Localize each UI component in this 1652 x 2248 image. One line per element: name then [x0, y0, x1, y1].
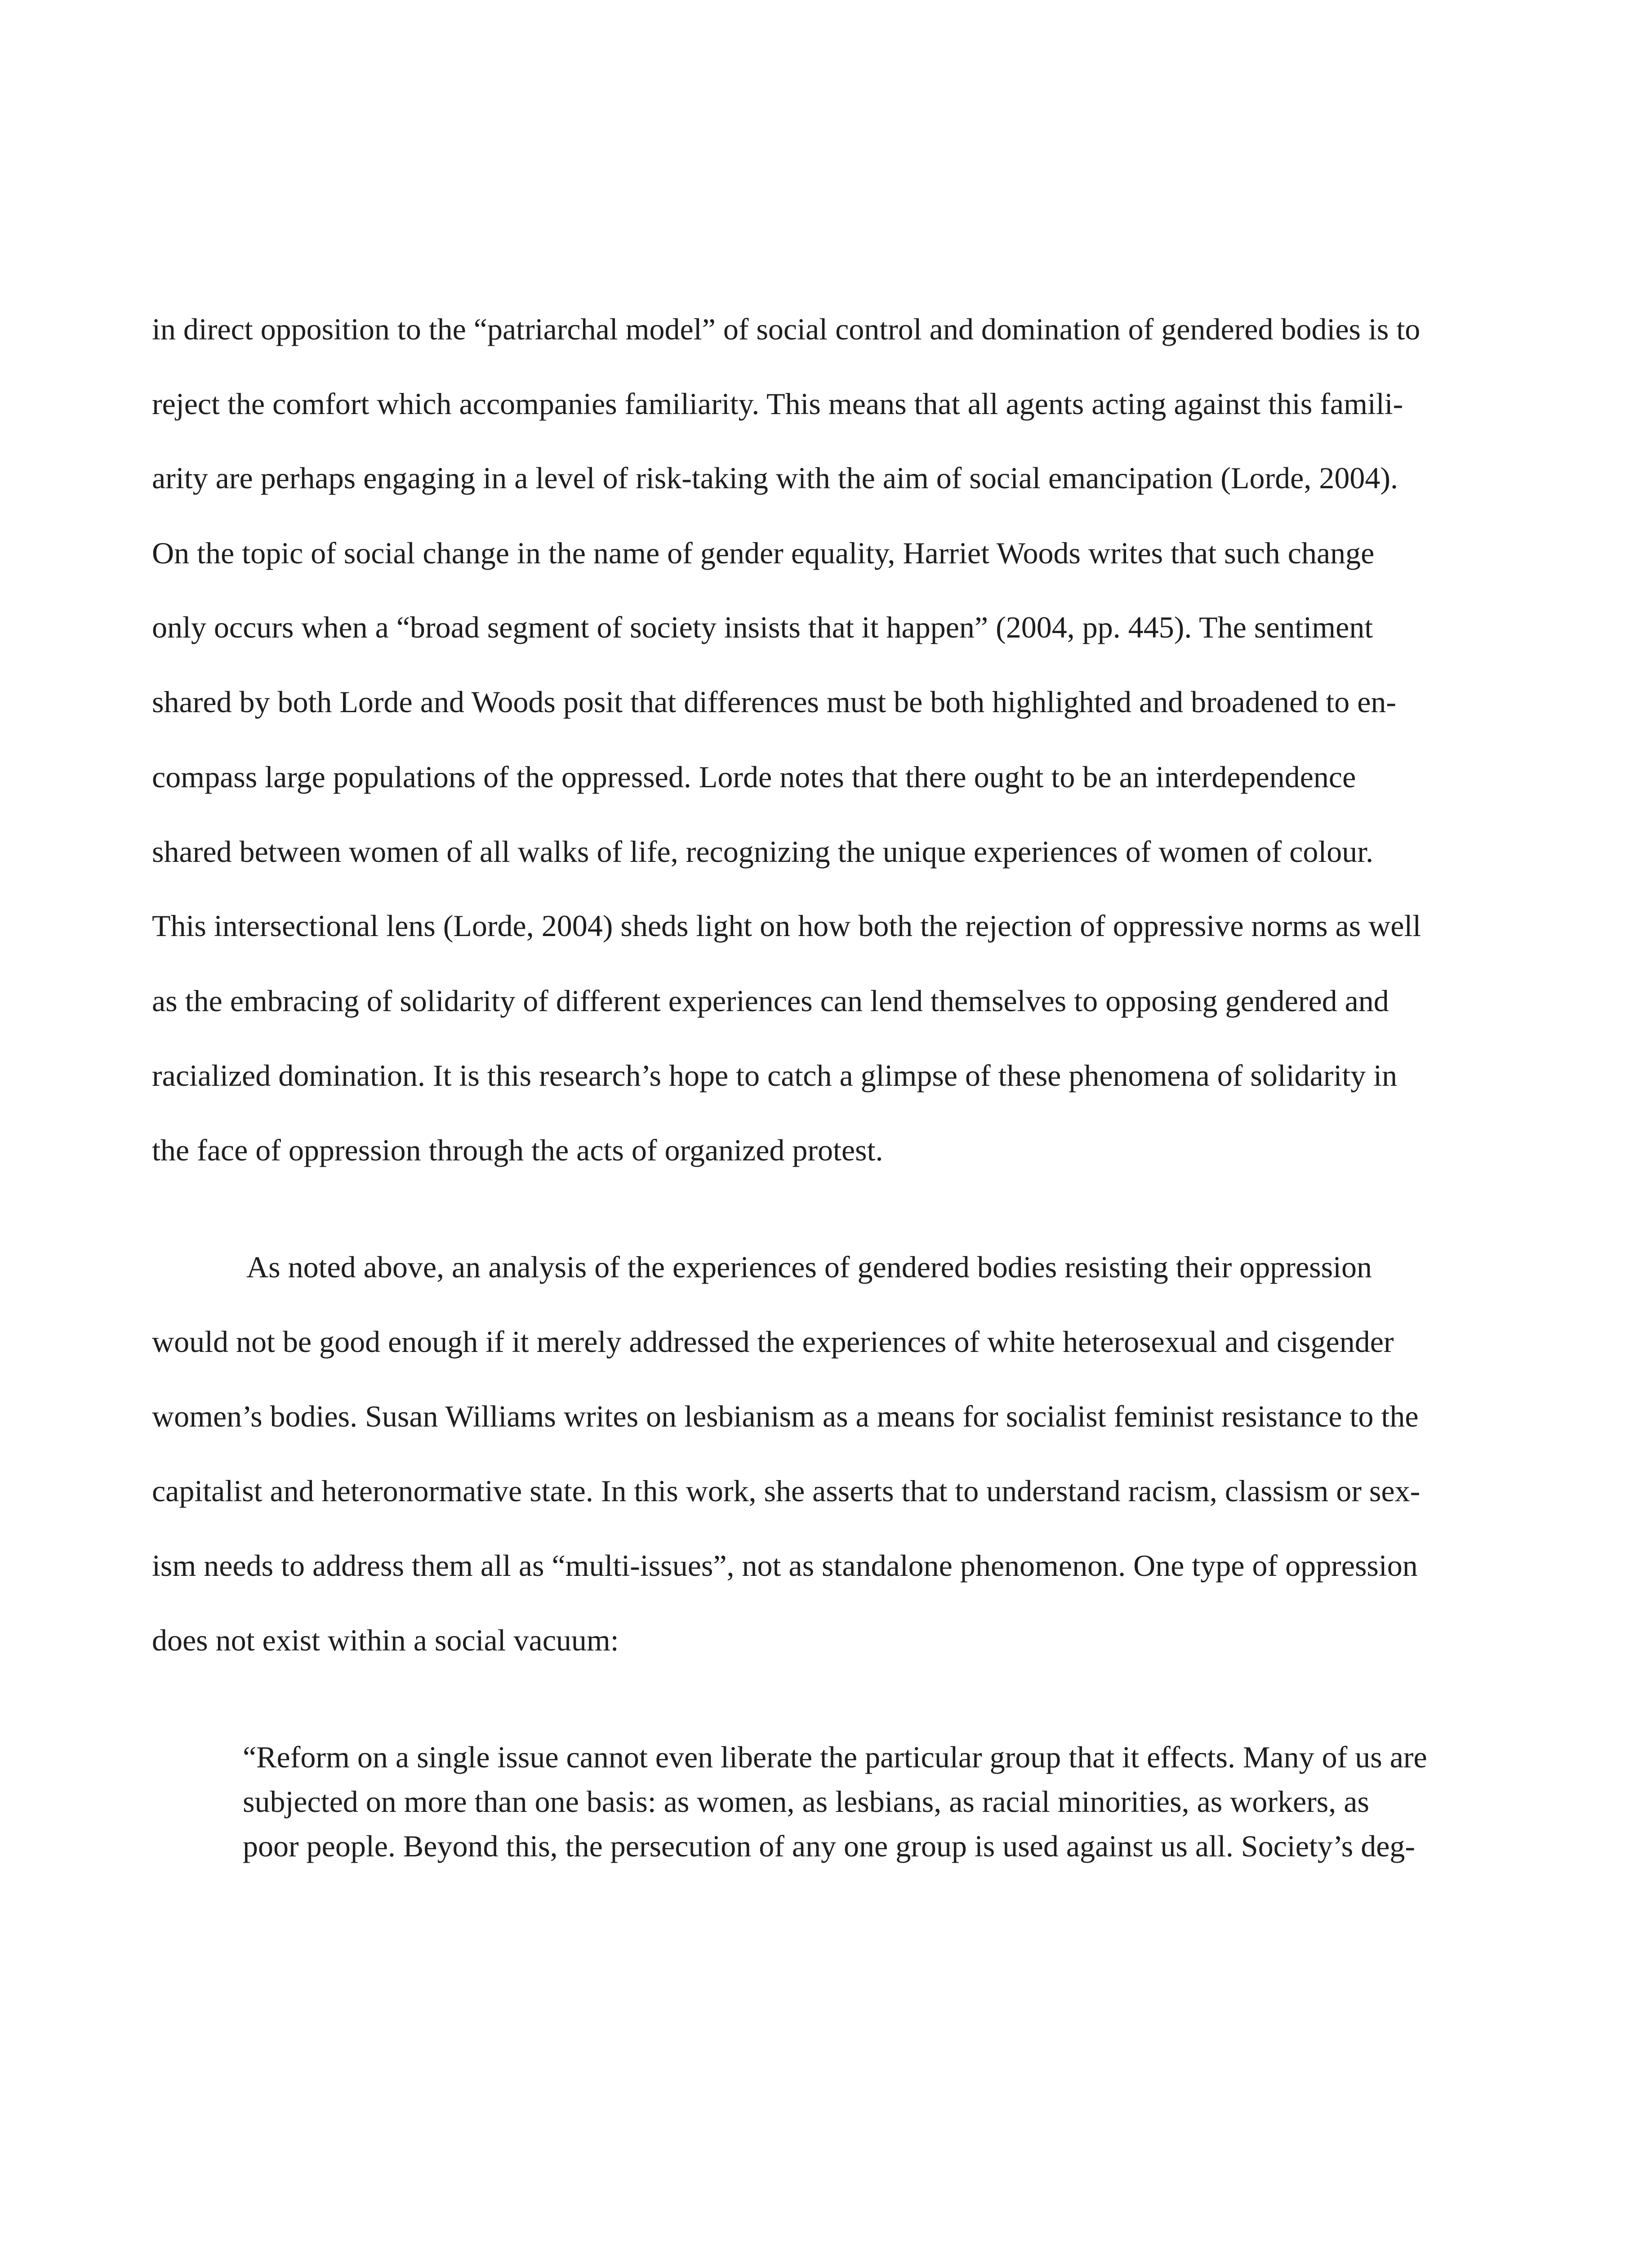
paragraph-line: would not be good enough if it merely addressed the experiences of white heterosexual and cisgender: [152, 1325, 1394, 1359]
paragraph-line: shared by both Lorde and Woods posit that differences must be both highlighted and broadened to en-: [152, 685, 1397, 719]
paragraph-line: arity are perhaps engaging in a level of risk-taking with the aim of social emancipation (Lorde, 2004).: [152, 461, 1398, 495]
paragraph-line: women’s bodies. Susan Williams writes on lesbianism as a means for socialist feminist resistance to the: [152, 1399, 1419, 1433]
paragraph-line: capitalist and heteronormative state. In this work, she asserts that to understand racism, classism or sex-: [152, 1474, 1420, 1508]
paragraph-line: compass large populations of the oppressed. Lorde notes that there ought to be an interdependence: [152, 760, 1356, 794]
paragraph-line: racialized domination. It is this research’s hope to catch a glimpse of these phenomena of solidarity in: [152, 1058, 1398, 1093]
paragraph-line: does not exist within a social vacuum:: [152, 1623, 619, 1657]
paragraph-line: as the embracing of solidarity of different experiences can lend themselves to opposing gendered and: [152, 984, 1389, 1018]
paragraph-line: in direct opposition to the “patriarchal model” of social control and domination of gendered bodies is to: [152, 312, 1420, 346]
paragraph-line: This intersectional lens (Lorde, 2004) sheds light on how both the rejection of oppressive norms as well: [152, 909, 1421, 943]
paragraph-line: reject the comfort which accompanies familiarity. This means that all agents acting against this famili-: [152, 387, 1403, 421]
paragraph-line: the face of oppression through the acts of organized protest.: [152, 1133, 883, 1167]
block-quote-line: subjected on more than one basis: as women, as lesbians, as racial minorities, as workers, as: [243, 1784, 1369, 1819]
paragraph-line: ism needs to address them all as “multi-issues”, not as standalone phenomenon. One type of oppression: [152, 1548, 1418, 1583]
block-quote-line: poor people. Beyond this, the persecution of any one group is used against us all. Society’s deg-: [243, 1829, 1416, 1863]
paragraph-line: only occurs when a “broad segment of society insists that it happen” (2004, pp. 445). The sentiment: [152, 610, 1373, 644]
paragraph-line: As noted above, an analysis of the experiences of gendered bodies resisting their oppression: [246, 1250, 1372, 1284]
paragraph-line: On the topic of social change in the name of gender equality, Harriet Woods writes that such change: [152, 536, 1375, 570]
paragraph-line: shared between women of all walks of life, recognizing the unique experiences of women of colour.: [152, 834, 1374, 869]
block-quote-line: “Reform on a single issue cannot even liberate the particular group that it effects. Many of us are: [243, 1740, 1427, 1774]
